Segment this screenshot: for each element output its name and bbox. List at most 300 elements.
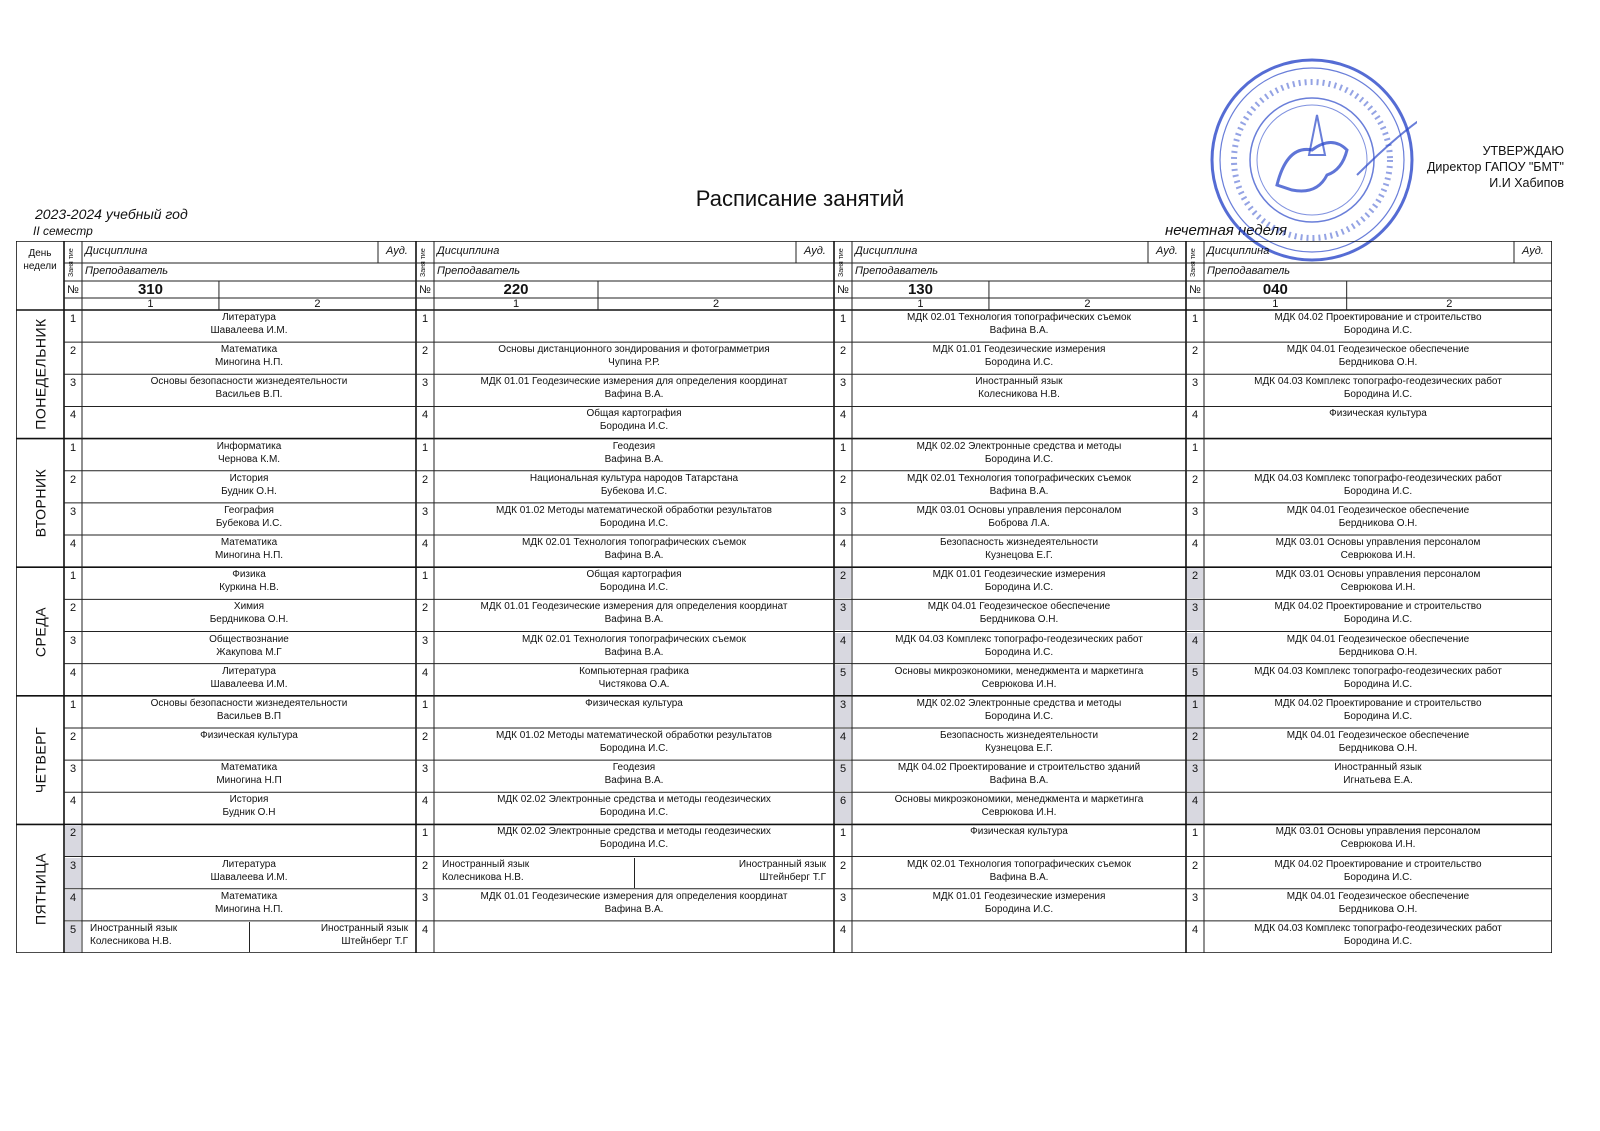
lesson-cell[interactable] — [1206, 600, 1550, 630]
lesson-number: 1 — [839, 313, 847, 325]
lesson-cell[interactable] — [436, 600, 832, 630]
discipline-name: МДК 01.01 Геодезические измерения — [932, 344, 1106, 356]
discipline-name: Основы микроэкономики, менеджмента и маркетинга — [894, 665, 1144, 677]
teacher-name: Бородина И.С. — [1343, 325, 1413, 336]
discipline-name: МДК 04.03 Комплекс топографо-геодезических работ — [1254, 922, 1502, 934]
lesson-number: 2 — [839, 345, 847, 358]
discipline-name: МДК 04.01 Геодезическое обеспечение — [1286, 504, 1470, 516]
lesson-number: 3 — [1191, 763, 1199, 776]
discipline-name: Геодезия — [612, 762, 656, 774]
lesson-cell[interactable] — [84, 633, 414, 663]
lesson-cell[interactable] — [1206, 311, 1550, 341]
teacher-name: Чистякова О.А. — [598, 678, 670, 690]
group-number[interactable]: 310 — [137, 281, 163, 298]
lesson-cell[interactable] — [1206, 407, 1550, 437]
lesson-cell[interactable] — [1206, 890, 1550, 920]
lesson-number: 4 — [69, 409, 77, 422]
lesson-cell[interactable] — [1206, 858, 1550, 888]
teacher-name: Игнатьева Е.А. — [1343, 775, 1413, 787]
lesson-cell[interactable] — [1206, 568, 1550, 598]
teacher-name: Севрюкова И.Н. — [1340, 582, 1416, 594]
approval-block — [1427, 143, 1564, 191]
subgroup-lesson[interactable] — [436, 858, 635, 888]
lesson-cell[interactable] — [436, 407, 832, 437]
teacher-name: Бубекова И.С. — [215, 517, 283, 529]
lesson-number: 3 — [421, 891, 429, 904]
lesson-cell[interactable] — [1206, 922, 1550, 952]
teacher-name: Вафина В.А. — [604, 614, 664, 626]
discipline-name: МДК 01.02 Методы математической обработки результатов — [496, 504, 772, 516]
lesson-cell[interactable] — [854, 375, 1184, 405]
teacher-name: Бородина И.С. — [599, 839, 669, 851]
lesson-number: 4 — [839, 409, 847, 422]
teacher-name: Васильев В.П. — [215, 389, 283, 401]
teacher-name: Бородина И.С. — [984, 646, 1054, 658]
lesson-cell[interactable] — [436, 472, 832, 502]
lesson-cell[interactable] — [84, 922, 414, 952]
lesson-cell[interactable] — [436, 440, 832, 470]
teacher-name: Бердникова О.Н. — [1338, 646, 1418, 658]
lesson-cell[interactable] — [854, 761, 1184, 791]
semester: II семестр — [33, 224, 93, 238]
teacher-name: Шавалеева И.М. — [210, 325, 288, 336]
lesson-cell[interactable] — [84, 825, 414, 855]
discipline-name: МДК 04.01 Геодезическое обеспечение — [927, 601, 1111, 613]
lesson-cell[interactable] — [854, 311, 1184, 341]
teacher-name: Бородина И.С. — [1343, 710, 1413, 722]
lesson-number: 2 — [421, 730, 429, 743]
lesson-cell[interactable] — [84, 375, 414, 405]
lesson-number: 2 — [421, 602, 429, 615]
lesson-number: 4 — [69, 795, 77, 808]
lesson-cell[interactable] — [854, 697, 1184, 727]
official-stamp-icon — [1207, 55, 1417, 265]
teacher-name: Бородина И.С. — [1343, 935, 1413, 947]
academic-year: 2023-2024 учебный год — [35, 206, 188, 222]
lesson-number: 1 — [421, 441, 429, 454]
discipline-name: МДК 04.02 Проектирование и строительство — [1274, 601, 1482, 613]
lesson-cell[interactable] — [854, 665, 1184, 695]
lesson-number: 5 — [839, 763, 847, 776]
lesson-cell[interactable] — [854, 922, 1184, 952]
lesson-number: 3 — [1191, 505, 1199, 518]
lesson-cell[interactable] — [1206, 343, 1550, 373]
lesson-column-header: Заня тие — [838, 248, 845, 277]
lesson-number: 1 — [69, 570, 77, 583]
subgroup-1-label: 1 — [147, 298, 154, 310]
discipline-name: МДК 03.01 Основы управления персоналом — [1275, 537, 1481, 549]
discipline-name: МДК 01.01 Геодезические измерения для определения координат — [480, 601, 788, 613]
teacher-name: Бубекова И.С. — [600, 485, 668, 497]
discipline-name: Компьютерная графика — [579, 665, 689, 677]
teacher-name: Севрюкова И.Н. — [981, 678, 1057, 690]
lesson-cell[interactable] — [436, 793, 832, 823]
discipline-name: Иностранный язык — [975, 376, 1063, 388]
discipline-name: Физическая культура — [585, 697, 683, 709]
lesson-cell[interactable] — [84, 697, 414, 727]
lesson-number: 1 — [1191, 441, 1199, 454]
lesson-number: 3 — [421, 763, 429, 776]
discipline-name: Общая картография — [586, 569, 682, 581]
discipline-name: МДК 04.01 Геодезическое обеспечение — [1286, 344, 1470, 356]
number-label: № — [419, 284, 431, 296]
lesson-number: 4 — [1191, 634, 1199, 647]
lesson-number: 1 — [421, 827, 429, 840]
lesson-number: 4 — [1191, 409, 1199, 422]
teacher-name: Бердникова О.Н. — [1338, 742, 1418, 754]
lesson-cell[interactable] — [854, 890, 1184, 920]
lesson-cell[interactable] — [1206, 729, 1550, 759]
lesson-cell[interactable] — [84, 536, 414, 566]
discipline-name: МДК 04.03 Комплекс топографо-геодезических работ — [895, 633, 1143, 645]
teacher-name: Колесникова Н.В. — [978, 389, 1060, 401]
number-label: № — [67, 284, 79, 296]
lesson-cell[interactable] — [436, 890, 832, 920]
lesson-cell[interactable] — [84, 343, 414, 373]
number-label: № — [837, 284, 849, 296]
lesson-cell[interactable] — [854, 858, 1184, 888]
teacher-name: Севрюкова И.Н. — [1340, 839, 1416, 851]
teacher-name: Бородина И.С. — [1343, 389, 1413, 401]
lesson-number: 3 — [421, 505, 429, 518]
teacher-name: Миногина Н.П. — [214, 550, 284, 562]
lesson-number: 4 — [1191, 538, 1199, 551]
discipline-name: МДК 04.02 Проектирование и строительство зданий — [897, 762, 1141, 774]
discipline-name: Основы безопасности жизнедеятельности — [150, 697, 348, 709]
teacher-name: Кузнецова Е.Г. — [985, 550, 1053, 562]
lesson-cell[interactable] — [84, 858, 414, 888]
lesson-cell[interactable] — [854, 600, 1184, 630]
lesson-cell[interactable] — [436, 665, 832, 695]
teacher-name: Севрюкова И.Н. — [1340, 550, 1416, 562]
group-number[interactable]: 220 — [503, 281, 529, 298]
lesson-cell[interactable] — [854, 825, 1184, 855]
teacher-name: Штейнберг Т.Г — [759, 871, 826, 883]
lesson-cell[interactable] — [84, 311, 414, 341]
teacher-name: Миногина Н.П — [216, 775, 282, 787]
discipline-name: МДК 01.01 Геодезические измерения для определения координат — [480, 890, 788, 902]
lesson-number: 4 — [421, 923, 429, 936]
teacher-name: Бердникова О.Н. — [209, 614, 289, 626]
discipline-name: МДК 04.03 Комплекс топографо-геодезических работ — [1254, 665, 1502, 677]
lesson-number: 3 — [69, 377, 77, 390]
discipline-name: Основы безопасности жизнедеятельности — [150, 376, 348, 388]
lesson-number: 4 — [421, 666, 429, 679]
lesson-cell[interactable] — [84, 729, 414, 759]
discipline-name: МДК 04.03 Комплекс топографо-геодезических работ — [1254, 472, 1502, 484]
lesson-number: 2 — [839, 859, 847, 872]
lesson-cell[interactable] — [436, 922, 832, 952]
teacher-header: Преподаватель — [855, 265, 939, 277]
lesson-cell[interactable] — [436, 343, 832, 373]
lesson-number: 2 — [69, 345, 77, 358]
discipline-name: Основы дистанционного зондирования и фотограмметрия — [498, 344, 770, 356]
discipline-name: Иностранный язык — [1334, 762, 1422, 774]
teacher-name: Бородина И.С. — [1343, 678, 1413, 690]
discipline-name: Литература — [222, 858, 276, 870]
week-type: нечетная неделя — [1165, 222, 1287, 239]
discipline-header: Дисциплина — [437, 245, 500, 257]
lesson-cell[interactable] — [436, 311, 832, 341]
lesson-cell[interactable] — [854, 536, 1184, 566]
discipline-name: Химия — [233, 601, 265, 613]
lesson-number: 4 — [421, 795, 429, 808]
lesson-number: 4 — [1191, 923, 1199, 936]
discipline-name: Информатика — [216, 440, 282, 452]
lesson-cell[interactable] — [84, 890, 414, 920]
lesson-number: 4 — [839, 923, 847, 936]
teacher-name: Вафина В.А. — [604, 646, 664, 658]
group-number[interactable]: 040 — [1262, 281, 1288, 298]
discipline-name: Физическая культура — [970, 826, 1068, 838]
discipline-name: МДК 03.01 Основы управления персоналом — [1275, 826, 1481, 838]
lesson-number: 2 — [839, 570, 847, 583]
lesson-number: 2 — [69, 473, 77, 486]
lesson-cell[interactable] — [854, 343, 1184, 373]
lesson-cell[interactable] — [436, 504, 832, 534]
lesson-cell[interactable] — [1206, 504, 1550, 534]
teacher-name: Вафина В.А. — [604, 903, 664, 915]
lesson-cell[interactable] — [84, 504, 414, 534]
teacher-name: Бородина И.С. — [984, 357, 1054, 369]
day-label-0: ПОНЕДЕЛЬНИК — [32, 318, 48, 431]
lesson-column-header: Заня тие — [420, 248, 427, 277]
lesson-cell[interactable] — [854, 504, 1184, 534]
discipline-name: История — [229, 794, 269, 806]
lesson-cell[interactable] — [84, 665, 414, 695]
teacher-name: Вафина В.А. — [989, 871, 1049, 883]
discipline-name: Иностранный язык — [738, 858, 826, 870]
lesson-cell[interactable] — [84, 600, 414, 630]
discipline-name: МДК 04.02 Проектирование и строительство — [1274, 312, 1482, 323]
discipline-name: МДК 02.01 Технология топографических съемок — [907, 312, 1131, 323]
lesson-cell[interactable] — [84, 407, 414, 437]
discipline-name: МДК 02.01 Технология топографических съемок — [907, 472, 1131, 484]
teacher-name: Чернова К.М. — [217, 453, 281, 465]
lesson-number: 1 — [839, 827, 847, 840]
lesson-number: 1 — [1191, 698, 1199, 711]
room-header: Ауд. — [804, 245, 826, 257]
lesson-number: 4 — [69, 538, 77, 551]
discipline-name: Математика — [220, 344, 278, 356]
lesson-number: 3 — [1191, 891, 1199, 904]
lesson-cell[interactable] — [84, 440, 414, 470]
subgroup-lesson[interactable] — [250, 922, 415, 952]
subgroup-1-label: 1 — [1272, 298, 1279, 310]
teacher-name: Миногина Н.П. — [214, 357, 284, 369]
discipline-name: МДК 02.01 Технология топографических съемок — [522, 633, 746, 645]
teacher-name: Бородина И.С. — [1343, 485, 1413, 497]
lesson-number: 1 — [1191, 313, 1199, 325]
teacher-name: Севрюкова И.Н. — [981, 807, 1057, 819]
teacher-name: Штейнберг Т.Г — [341, 935, 408, 947]
lesson-number: 3 — [421, 634, 429, 647]
teacher-name: Бердникова О.Н. — [1338, 357, 1418, 369]
lesson-number: 2 — [69, 827, 77, 840]
discipline-name: Физика — [232, 569, 266, 581]
lesson-cell[interactable] — [854, 633, 1184, 663]
lesson-number: 4 — [69, 891, 77, 904]
teacher-name: Бородина И.С. — [599, 807, 669, 819]
teacher-name: Колесникова Н.В. — [442, 871, 524, 883]
lesson-number: 3 — [69, 505, 77, 518]
lesson-cell[interactable] — [1206, 825, 1550, 855]
lesson-number: 2 — [1191, 730, 1199, 743]
lesson-number: 3 — [839, 698, 847, 711]
lesson-number: 1 — [421, 570, 429, 583]
lesson-cell[interactable] — [436, 858, 832, 888]
lesson-number: 2 — [1191, 473, 1199, 486]
lesson-cell[interactable] — [854, 407, 1184, 437]
lesson-cell[interactable] — [436, 697, 832, 727]
teacher-name: Боброва Л.А. — [988, 517, 1050, 529]
approve-line-1: УТВЕРЖДАЮ — [1482, 144, 1564, 158]
discipline-name: Литература — [222, 665, 276, 677]
approve-line-2: Директор ГАПОУ "БМТ" — [1426, 160, 1564, 174]
room-header: Ауд. — [386, 245, 408, 257]
page-title: Расписание занятий — [695, 186, 905, 211]
teacher-name: Будник О.Н — [222, 807, 276, 819]
lesson-number: 4 — [421, 538, 429, 551]
day-label-1: ВТОРНИК — [32, 468, 48, 538]
discipline-header: Дисциплина — [855, 245, 918, 257]
discipline-name: МДК 04.02 Проектирование и строительство — [1274, 697, 1482, 709]
discipline-name: МДК 02.02 Электронные средства и методы — [916, 440, 1122, 452]
lesson-number: 4 — [839, 730, 847, 743]
lesson-cell[interactable] — [854, 793, 1184, 823]
subgroup-1-label: 1 — [917, 298, 924, 310]
lesson-cell[interactable] — [854, 472, 1184, 502]
lesson-number: 2 — [421, 345, 429, 358]
lesson-cell[interactable] — [854, 568, 1184, 598]
teacher-name: Бердникова О.Н. — [1338, 903, 1418, 915]
lesson-cell[interactable] — [854, 729, 1184, 759]
discipline-name: Иностранный язык — [442, 858, 530, 870]
discipline-name: МДК 04.01 Геодезическое обеспечение — [1286, 729, 1470, 741]
lesson-number: 3 — [1191, 377, 1199, 390]
teacher-header: Преподаватель — [437, 265, 521, 277]
lesson-cell[interactable] — [1206, 761, 1550, 791]
lesson-number: 1 — [1191, 827, 1199, 840]
lesson-cell[interactable] — [1206, 633, 1550, 663]
lesson-cell[interactable] — [1206, 793, 1550, 823]
group-number[interactable]: 130 — [907, 281, 933, 298]
teacher-name: Вафина В.А. — [604, 550, 664, 562]
teacher-name: Будник О.Н. — [221, 485, 277, 497]
discipline-header: Дисциплина — [1207, 245, 1270, 257]
lesson-cell[interactable] — [1206, 440, 1550, 470]
schedule-table — [16, 241, 1552, 953]
day-column-header: День недели — [23, 248, 57, 272]
lesson-number: 3 — [69, 634, 77, 647]
lesson-number: 4 — [839, 634, 847, 647]
discipline-name: МДК 02.02 Электронные средства и методы — [916, 697, 1122, 709]
discipline-name: МДК 04.03 Комплекс топографо-геодезических работ — [1254, 376, 1502, 388]
approve-line-3: И.И Хабипов — [1489, 176, 1564, 190]
lesson-number: 2 — [1191, 345, 1199, 358]
teacher-name: Бородина И.С. — [984, 582, 1054, 594]
discipline-name: МДК 02.01 Технология топографических съемок — [522, 537, 746, 549]
lesson-cell[interactable] — [84, 472, 414, 502]
lesson-cell[interactable] — [1206, 665, 1550, 695]
lesson-number: 2 — [1191, 570, 1199, 583]
lesson-cell[interactable] — [1206, 375, 1550, 405]
teacher-name: Куркина Н.В. — [219, 582, 279, 594]
discipline-name: Иностранный язык — [90, 922, 178, 934]
lesson-cell[interactable] — [436, 633, 832, 663]
lesson-cell[interactable] — [436, 729, 832, 759]
lesson-number: 2 — [1191, 859, 1199, 872]
teacher-name: Вафина В.А. — [604, 389, 664, 401]
lesson-cell[interactable] — [1206, 536, 1550, 566]
teacher-name: Вафина В.А. — [989, 325, 1049, 336]
lesson-number: 4 — [1191, 795, 1199, 808]
discipline-name: МДК 04.02 Проектирование и строительство — [1274, 858, 1482, 870]
teacher-header: Преподаватель — [1207, 265, 1291, 277]
lesson-number: 2 — [421, 859, 429, 872]
lesson-cell[interactable] — [1206, 697, 1550, 727]
teacher-name: Бородина И.С. — [984, 453, 1054, 465]
discipline-name: Безопасность жизнедеятельности — [939, 537, 1099, 549]
lesson-column-header: Заня тие — [1190, 248, 1197, 277]
lesson-cell[interactable] — [436, 375, 832, 405]
teacher-name: Бердникова О.Н. — [979, 614, 1059, 626]
lesson-cell[interactable] — [854, 440, 1184, 470]
discipline-name: Основы микроэкономики, менеджмента и маркетинга — [894, 794, 1144, 806]
lesson-number: 5 — [839, 666, 847, 679]
teacher-name: Васильев В.П — [216, 710, 282, 722]
lesson-number: 4 — [421, 409, 429, 422]
teacher-name: Бородина И.С. — [1343, 871, 1413, 883]
lesson-number: 1 — [839, 441, 847, 454]
discipline-name: Национальная культура народов Татарстана — [529, 472, 739, 484]
discipline-header: Дисциплина — [85, 245, 148, 257]
lesson-number: 5 — [1191, 666, 1199, 679]
lesson-column-header: Заня тие — [68, 248, 75, 277]
lesson-cell[interactable] — [84, 568, 414, 598]
lesson-number: 3 — [69, 763, 77, 776]
discipline-name: Физическая культура — [1329, 408, 1427, 420]
lesson-number: 1 — [421, 313, 429, 325]
subgroup-lesson[interactable] — [84, 922, 250, 952]
lesson-cell[interactable] — [84, 761, 414, 791]
teacher-name: Бородина И.С. — [599, 582, 669, 594]
lesson-cell[interactable] — [436, 825, 832, 855]
lesson-number: 2 — [69, 602, 77, 615]
lesson-number: 2 — [839, 473, 847, 486]
lesson-cell[interactable] — [436, 568, 832, 598]
lesson-number: 2 — [421, 473, 429, 486]
lesson-cell[interactable] — [84, 793, 414, 823]
lesson-cell[interactable] — [436, 761, 832, 791]
discipline-name: МДК 01.02 Методы математической обработки результатов — [496, 729, 772, 741]
day-label-2: СРЕДА — [32, 606, 48, 657]
lesson-number: 3 — [69, 859, 77, 872]
discipline-name: Математика — [220, 890, 278, 902]
day-label-4: ПЯТНИЦА — [32, 852, 48, 925]
discipline-name: МДК 03.01 Основы управления персоналом — [1275, 569, 1481, 581]
room-header: Ауд. — [1156, 245, 1178, 257]
discipline-name: МДК 04.01 Геодезическое обеспечение — [1286, 890, 1470, 902]
lesson-cell[interactable] — [1206, 472, 1550, 502]
teacher-name: Вафина В.А. — [989, 775, 1049, 787]
lesson-cell[interactable] — [436, 536, 832, 566]
teacher-header: Преподаватель — [85, 265, 169, 277]
teacher-name: Шавалеева И.М. — [210, 678, 288, 690]
subgroup-2-label: 2 — [1084, 298, 1091, 310]
subgroup-lesson[interactable] — [635, 858, 833, 888]
discipline-name: МДК 02.01 Технология топографических съемок — [907, 858, 1131, 870]
